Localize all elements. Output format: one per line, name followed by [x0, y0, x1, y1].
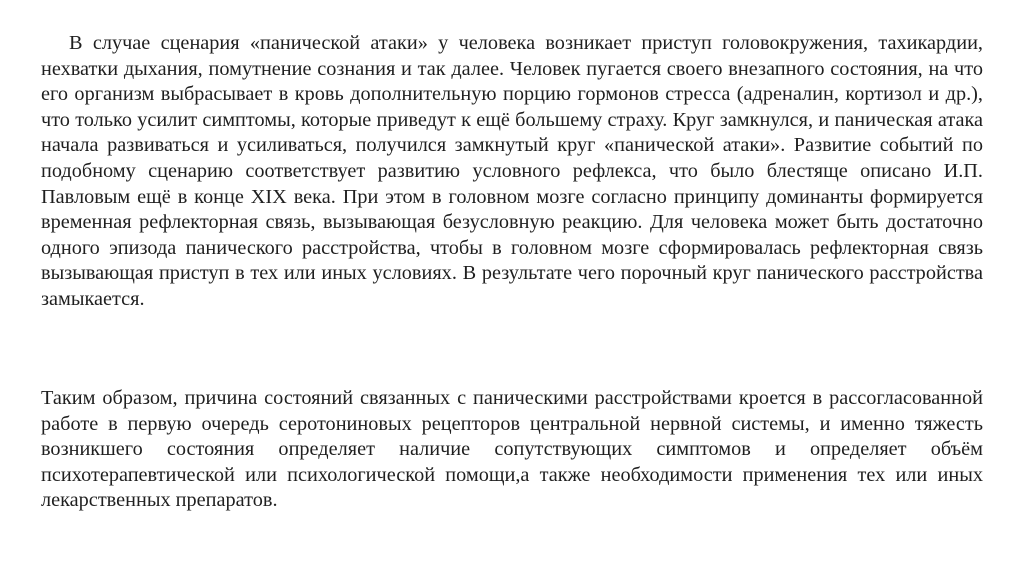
paragraph-conclusion: Таким образом, причина состояний связанных с паническими расстройствами кроется в рассогласованной работе в первую очередь серотониновых рецепторов центральной нервной системы, и именно тяжесть возникшего состояния определяет наличие сопутствующих симптомов и определяет объём психотерапевтической или психологической помощи,а также необходимости применения тех или иных лекарственных препаратов. [41, 387, 983, 512]
paragraph-panic-attack-scenario: В случае сценария «панической атаки» у человека возникает приступ головокружения, тахикардии, нехватки дыхания, помутнение сознания и так далее. Человек пугается своего внезапного состояния, на что его организм выбрасывает в кровь дополнительную порцию гормонов стресса (адреналин, кортизол и др.), что только усилит симптомы, которые приведут к ещё большему страху. Круг замкнулся, и паническая атака начала развиваться и усиливаться, получился замкнутый круг «панической атаки». Развитие событий по подобному сценарию соответствует развитию условного рефлекса, что было блестяще описано И.П. Павловым ещё в конце XIX века. При этом в головном мозге согласно принципу доминанты формируется временная рефлекторная связь, вызывающая безусловную реакцию. Для человека может быть достаточно одного эпизода панического расстройства, чтобы в головном мозге сформировалась рефлекторная связь вызывающая приступ в тех или иных условиях. В результате чего порочный круг панического расстройства замыкается. [41, 32, 983, 310]
